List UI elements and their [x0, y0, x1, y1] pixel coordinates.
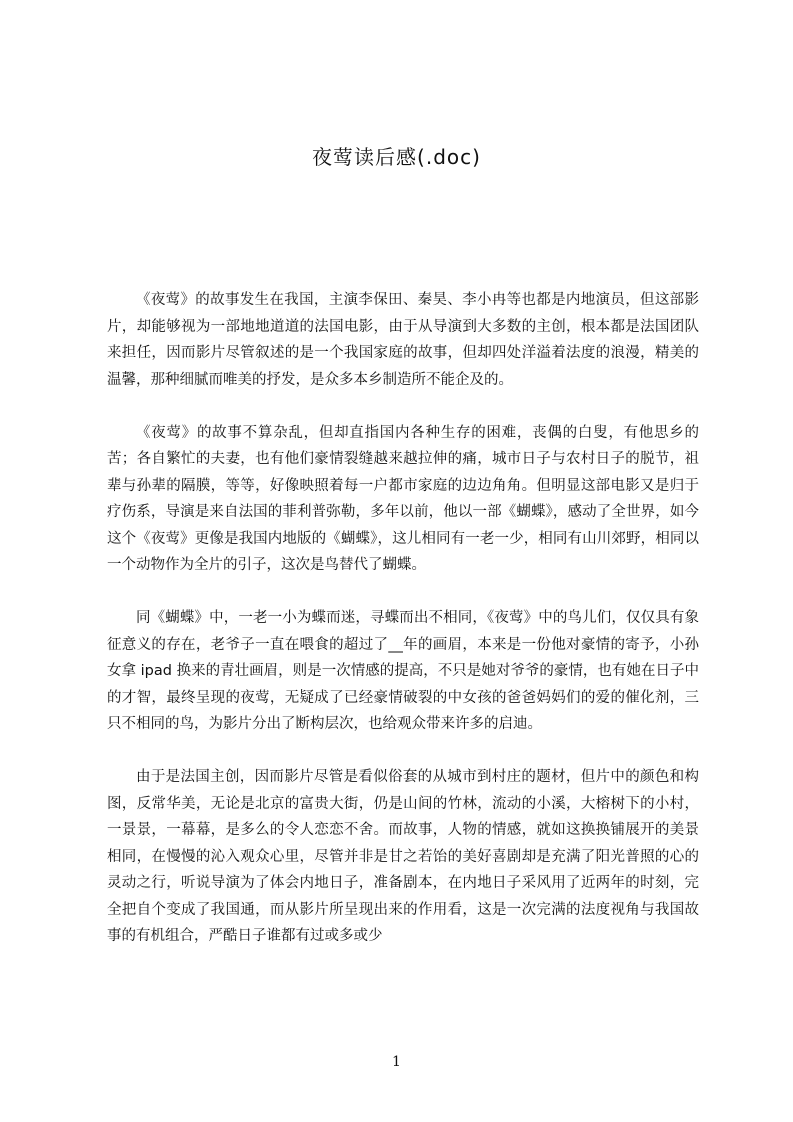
document-title: 夜莺读后感(.doc)	[312, 145, 481, 169]
paragraph: 《夜莺》的故事发生在我国，主演李保田、秦昊、李小冉等也都是内地演员，但这部影片，却能够视为一部地地道道的法国电影，由于从导演到大多数的主创，根本都是法国团队来担任，因而影片尽管叙述的是一个我国家庭的故事，但却四处洋溢着法度的浪漫，精美的温馨，那种细腻而唯美的抒发，是众多本乡制造所不能企及的。	[107, 292, 699, 388]
paragraph: 由于是法国主创，因而影片尽管是看似俗套的从城市到村庄的题材，但片中的颜色和构图，反常华美，无论是北京的富贵大街，仍是山间的竹林，流动的小溪，大榕树下的小村，一景景，一幕幕，是多么的令人恋恋不舍。而故事，人物的情感，就如这换换铺展开的美景相同，在慢慢的沁入观众心里，尽管并非是甘之若饴的美好喜剧却是充满了阳光普照的心的灵动之行，听说导演为了体会内地日子，准备剧本，在内地日子采风用了近两年的时刻，完全把自个变成了我国通，而从影片所呈现出来的作用看，这是一次完满的法度视角与我国故事的有机组合，严酷日子谁都有过或多或少	[107, 769, 699, 944]
paragraph: 《夜莺》的故事不算杂乱，但却直指国内各种生存的困难，丧偶的白叟，有他思乡的苦；各自繁忙的夫妻，也有他们豪情裂缝越来越拉伸的痛，城市日子与农村日子的脱节，祖辈与孙辈的隔膜，等等，好像映照着每一户都市家庭的边边角角。但明显这部电影又是归于疗伤系，导演是来自法国的菲利普弥勒，多年以前，他以一部《蝴蝶》，感动了全世界，如今这个《夜莺》更像是我国内地版的《蝴蝶》，这儿相同有一老一少，相同有山川郊野，相同以一个动物作为全片的引子，这次是鸟替代了蝴蝶。	[107, 424, 699, 573]
paragraph: 同《蝴蝶》中，一老一小为蝶而迷，寻蝶而出不相同，《夜莺》中的鸟儿们，仅仅具有象征意义的存在，老爷子一直在喂食的超过了__年的画眉，本来是一份他对豪情的寄予，小孙女拿 ipad 换来的青壮画眉，则是一次情感的提高，不只是她对爷爷的豪情，也有她在日子中的才智，最终呈现的夜莺，无疑成了已经豪情破裂的中女孩的爸爸妈妈们的爱的催化剂，三只不相同的鸟，为影片分出了断构层次，也给观众带来许多的启迪。	[107, 610, 699, 732]
page-number: 1	[392, 1054, 401, 1070]
document-body	[107, 287, 699, 976]
